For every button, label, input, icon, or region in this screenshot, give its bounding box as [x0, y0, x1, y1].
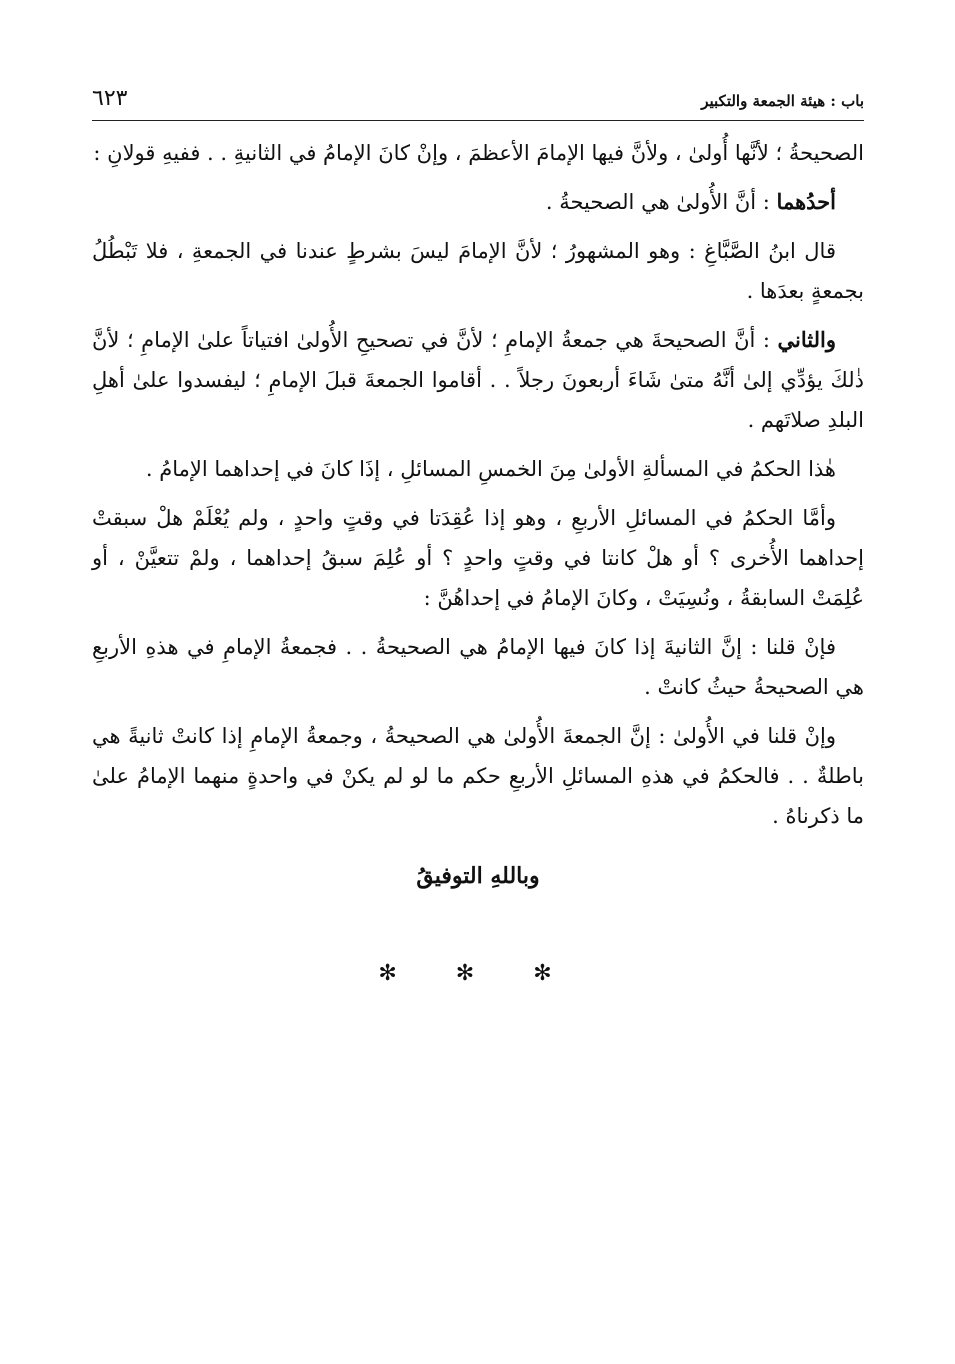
- paragraph: [92, 716, 864, 836]
- page-header: [92, 82, 864, 121]
- paragraph-text: فإنْ قلنا : إنَّ الثانيةَ إذا كانَ فيها الإمامُ هي الصحيحةُ . . فجمعةُ الإمامِ في هذهِ الأربعِ هي الصحيحةُ حيثُ كانتْ .: [92, 635, 864, 699]
- paragraph: [92, 627, 864, 707]
- paragraph-text: : أنَّ الأُولىٰ هي الصحيحةُ .: [545, 190, 777, 214]
- running-title: باب : هيئة الجمعة والتكبير: [701, 92, 864, 110]
- paragraph: [92, 182, 864, 222]
- closing-phrase: وباللهِ التوفيقُ: [416, 863, 540, 889]
- paragraph: [92, 498, 864, 618]
- page: [92, 82, 864, 994]
- page-number: ٦٢٣: [92, 86, 128, 111]
- section-separator: ✻ ✻ ✻: [378, 961, 578, 986]
- paragraph-text: وإنْ قلنا في الأُولىٰ : إنَّ الجمعةَ الأُولىٰ هي الصحيحةُ ، وجمعةُ الإمامِ إذا كانتْ ثانيةً هي باطلةٌ . . فالحكمُ في هذهِ المسائلِ الأربعِ حكم ما لو لم يكنْ في واحدةٍ منهما الإمامُ علىٰ ما ذكرناهُ .: [92, 724, 864, 828]
- paragraph-text: الصحيحةُ ؛ لأنَّها أُولىٰ ، ولأنَّ فيها الإمامَ الأعظمَ ، وإنْ كانَ الإمامُ في الثانيةِ . . ففيهِ قولانِ :: [93, 141, 864, 165]
- paragraph: [92, 449, 864, 489]
- paragraph-text: هٰذا الحكمُ في المسألةِ الأولىٰ مِنَ الخمسِ المسائلِ ، إذَا كانَ في إحداهما الإمامُ .: [145, 457, 836, 481]
- paragraph: [92, 133, 864, 173]
- paragraph-lead: أحدُهما: [776, 189, 836, 214]
- paragraph-text: قال ابنُ الصَّبَّاغِ : وهو المشهورُ ؛ لأنَّ الإمامَ ليسَ بشرطٍ عندنا في الجمعةِ ، فلا تَبْطُلُ بجمعةٍ بعدَها .: [92, 239, 864, 303]
- paragraph-text: وأمَّا الحكمُ في المسائلِ الأربعِ ، وهو إذا عُقِدَتا في وقتٍ واحدٍ ، ولم يُعْلَمْ هلْ سبقتْ إحداهما الأُخرى ؟ أو هلْ كانتا في وقتٍ واحدٍ ؟ أو عُلِمَ سبقُ إحداهما ، ولمْ تتعيَّنْ ، أو عُلِمَتْ السابقةُ ، ونُسِيَتْ ، وكانَ الإمامُ في إحداهُنَّ :: [92, 506, 864, 610]
- paragraph-lead: والثاني: [777, 327, 836, 352]
- body-text: [92, 133, 864, 994]
- paragraph-text: : أنَّ الصحيحةَ هي جمعةُ الإمامِ ؛ لأنَّ في تصحيحِ الأُولىٰ افتياتاً علىٰ الإمامِ ؛ لأنَّ ذٰلكَ يؤدِّي إلىٰ أنَّهُ متىٰ شَاءَ أربعونَ رجلاً . . أقاموا الجمعةَ قبلَ الإمامِ ؛ ليفسدوا علىٰ أهلِ البلدِ صلاتَهم .: [92, 328, 864, 432]
- paragraph: [92, 231, 864, 311]
- paragraph: [92, 320, 864, 440]
